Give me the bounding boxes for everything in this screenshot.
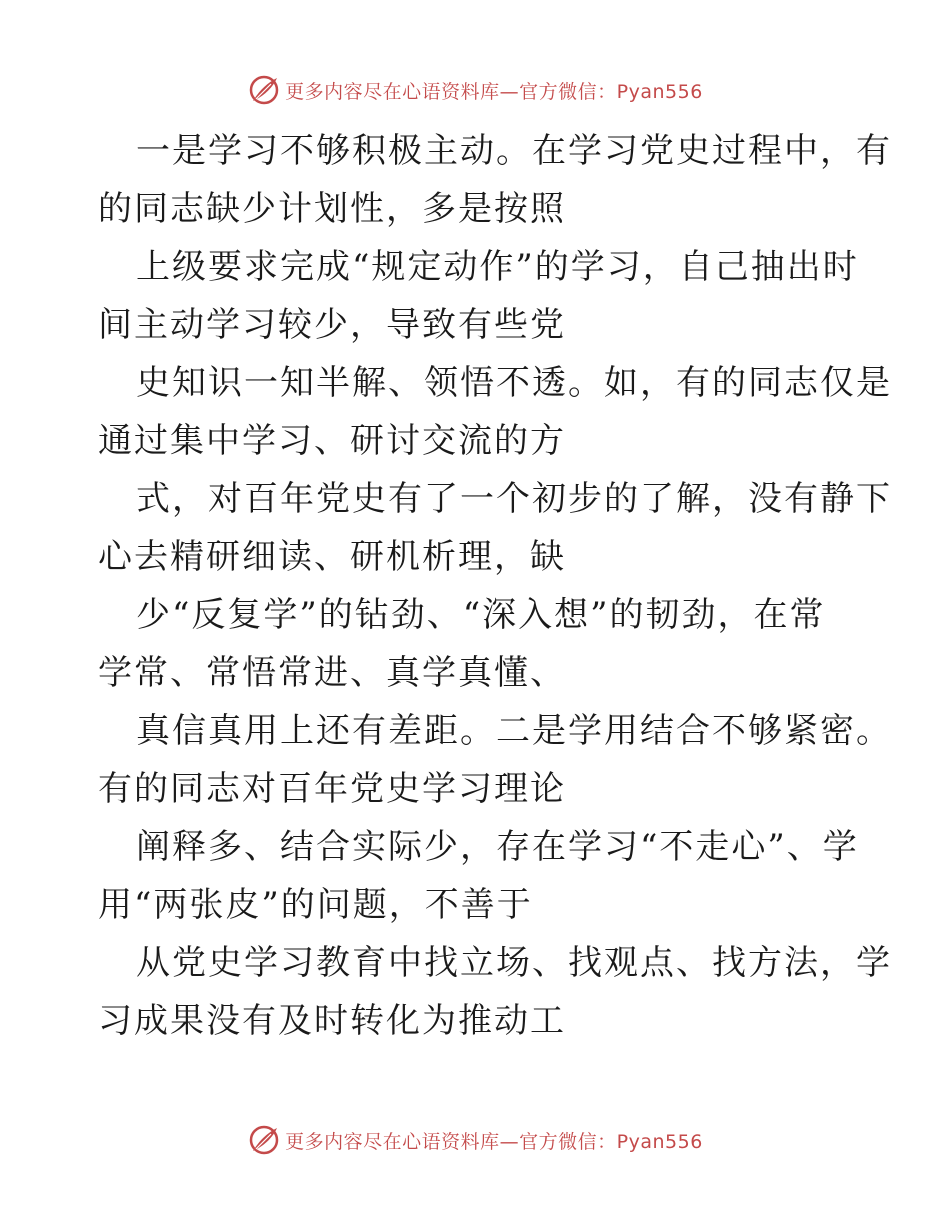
paragraph-line: 阐释多、结合实际少，存在学习“不走心”、学	[136, 827, 859, 867]
paragraph-line: 间主动学习较少，导致有些党	[98, 305, 566, 345]
paragraph-line: 学常、常悟常进、真学真懂、	[98, 653, 566, 693]
paragraph-line: 的同志缺少计划性，多是按照	[98, 189, 566, 229]
paragraph-3	[98, 354, 892, 470]
paragraph-line: 史知识一知半解、领悟不透。如，有的同志仅是	[136, 363, 892, 403]
paragraph-8	[98, 934, 892, 1050]
paragraph-5	[98, 586, 858, 702]
paragraph-2	[98, 238, 858, 354]
feather-logo-icon	[247, 73, 281, 107]
paragraph-7	[98, 818, 858, 934]
paragraph-line: 用“两张皮”的问题，不善于	[98, 885, 533, 925]
paragraph-line: 有的同志对百年党史学习理论	[98, 769, 566, 809]
footer-watermark-text: 更多内容尽在心语资料库—官方微信：Pyan556	[285, 1130, 703, 1153]
paragraph-line: 真信真用上还有差距。二是学用结合不够紧密。	[136, 711, 892, 751]
header-watermark-inner	[247, 73, 703, 107]
feather-logo-icon	[247, 1123, 281, 1157]
footer-watermark-inner	[247, 1123, 703, 1157]
paragraph-line: 通过集中学习、研讨交流的方	[98, 421, 566, 461]
paragraph-line: 少“反复学”的钻劲、“深入想”的韧劲，在常	[136, 595, 826, 635]
paragraph-1	[98, 122, 892, 238]
paragraph-line: 心去精研细读、研机析理，缺	[98, 537, 566, 577]
paragraph-4	[98, 470, 892, 586]
paragraph-line: 式，对百年党史有了一个初步的了解，没有静下	[136, 479, 892, 519]
document-body	[98, 122, 892, 1050]
header-watermark-text: 更多内容尽在心语资料库—官方微信：Pyan556	[285, 80, 703, 103]
paragraph-6	[98, 702, 892, 818]
header-watermark	[0, 70, 950, 110]
footer-watermark	[0, 1120, 950, 1160]
paragraph-line: 习成果没有及时转化为推动工	[98, 1001, 566, 1041]
paragraph-line: 上级要求完成“规定动作”的学习，自己抽出时	[136, 247, 859, 287]
paragraph-line: 从党史学习教育中找立场、找观点、找方法，学	[136, 943, 892, 983]
paragraph-line: 一是学习不够积极主动。在学习党史过程中，有	[136, 131, 892, 171]
